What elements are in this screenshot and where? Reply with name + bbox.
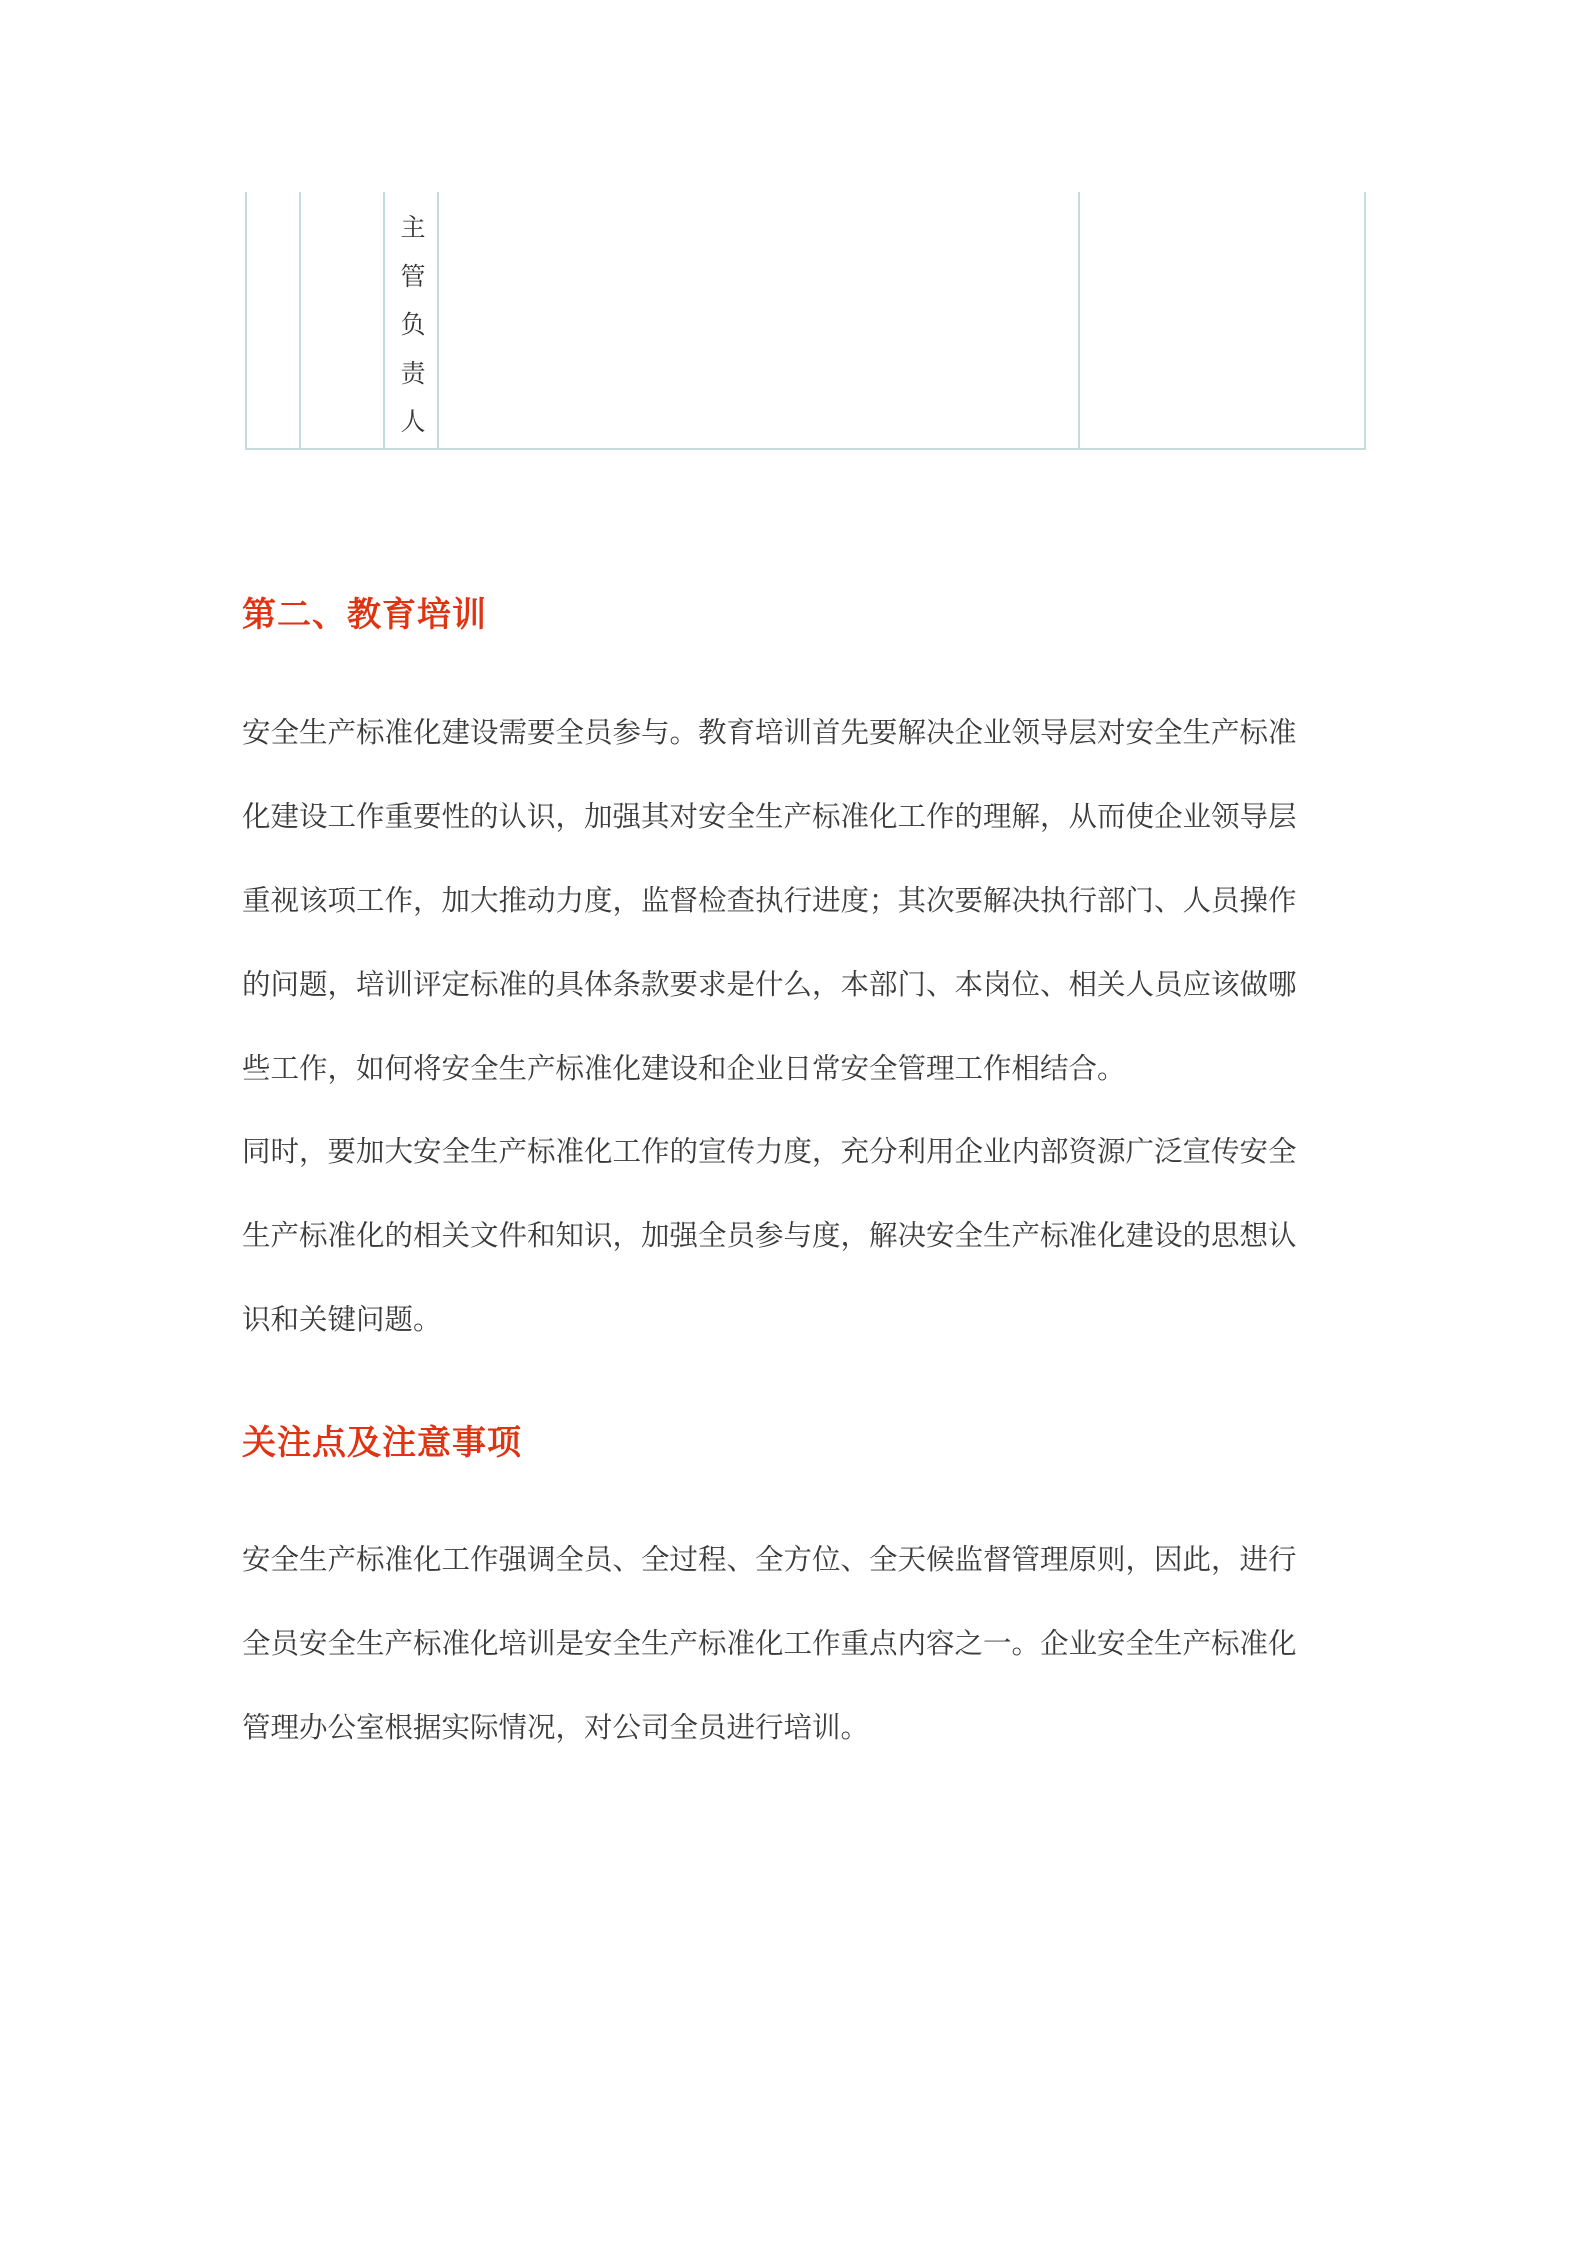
vertical-cell-char: 主 [400,213,426,242]
paragraph-line: 识和关键问题。 [242,1303,442,1336]
education-paragraph-2 [242,1110,1362,1362]
paragraph-line: 安全生产标准化工作强调全员、全过程、全方位、全天候监督管理原则，因此，进行 [242,1543,1297,1576]
paragraph-line: 同时，要加大安全生产标准化工作的宣传力度，充分利用企业内部资源广泛宣传安全 [242,1135,1297,1168]
notes-paragraph [242,1518,1362,1770]
table-border-line [383,192,385,448]
education-paragraph-1 [242,691,1362,1111]
vertical-cell-char: 管 [400,261,426,291]
paragraph-line: 些工作，如何将安全生产标准化建设和企业日常安全管理工作相结合。 [242,1052,1126,1085]
paragraph-line: 生产标准化的相关文件和知识，加强全员参与度，解决安全生产标准化建设的思想认 [242,1219,1297,1252]
paragraph-line: 的问题，培训评定标准的具体条款要求是什么，本部门、本岗位、相关人员应该做哪 [242,968,1297,1001]
paragraph-line: 安全生产标准化建设需要全员参与。教育培训首先要解决企业领导层对安全生产标准 [242,716,1297,749]
paragraph-line: 全员安全生产标准化培训是安全生产标准化工作重点内容之一。企业安全生产标准化 [242,1627,1297,1660]
section-heading-notes: 关注点及注意事项 [242,1423,522,1463]
vertical-cell-char: 人 [400,407,426,436]
paragraph-line: 管理办公室根据实际情况，对公司全员进行培训。 [242,1711,870,1744]
table-border-line [245,192,247,448]
table-border-line [1078,192,1080,448]
vertical-cell-char: 负 [400,310,426,339]
vertical-cell-char: 责 [400,358,426,388]
table-border-line [299,192,301,448]
table-border-line [437,192,439,448]
section-heading-education: 第二、教育培训 [242,595,487,635]
paragraph-line: 化建设工作重要性的认识，加强其对安全生产标准化工作的理解，从而使企业领导层 [242,800,1297,833]
vertical-text-cell [393,204,433,447]
table-border-line [1364,192,1366,448]
paragraph-line: 重视该项工作，加大推动力度，监督检查执行进度；其次要解决执行部门、人员操作 [242,884,1297,917]
responsibility-table-fragment [245,192,1366,450]
